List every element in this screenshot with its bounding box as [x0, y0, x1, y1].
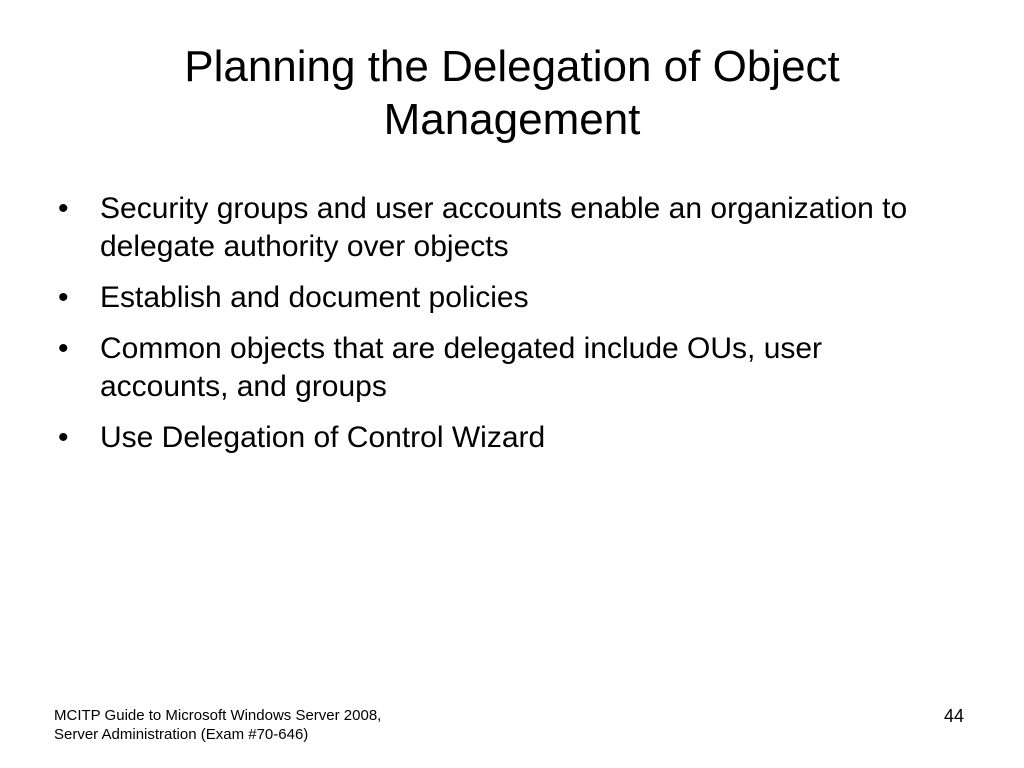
- slide-footer: [54, 706, 474, 744]
- bullet-list: [58, 190, 958, 470]
- slide-title: [60, 40, 964, 146]
- bullet-dot-icon: •: [58, 281, 69, 314]
- slide-title-line-1: Planning the Delegation of Object: [184, 42, 840, 91]
- bullet-text: Use Delegation of Control Wizard: [100, 421, 546, 454]
- bullet-dot-icon: •: [58, 332, 69, 365]
- bullet-text: Establish and document policies: [100, 281, 529, 314]
- footer-line-2: Server Administration (Exam #70-646): [54, 726, 309, 743]
- bullet-item: [58, 419, 958, 457]
- bullet-item: [58, 330, 958, 406]
- footer-line-1: MCITP Guide to Microsoft Windows Server 2008,: [54, 707, 382, 724]
- slide-title-line-2: Management: [383, 95, 641, 144]
- bullet-dot-icon: •: [58, 421, 69, 454]
- bullet-item: [58, 279, 958, 317]
- page-number: 44: [943, 706, 964, 726]
- bullet-text: Common objects that are delegated include OUs, user accounts, and groups: [100, 332, 823, 403]
- bullet-dot-icon: •: [58, 192, 69, 225]
- bullet-text: Security groups and user accounts enable an organization to delegate authority over objects: [100, 192, 908, 263]
- bullet-item: [58, 190, 958, 266]
